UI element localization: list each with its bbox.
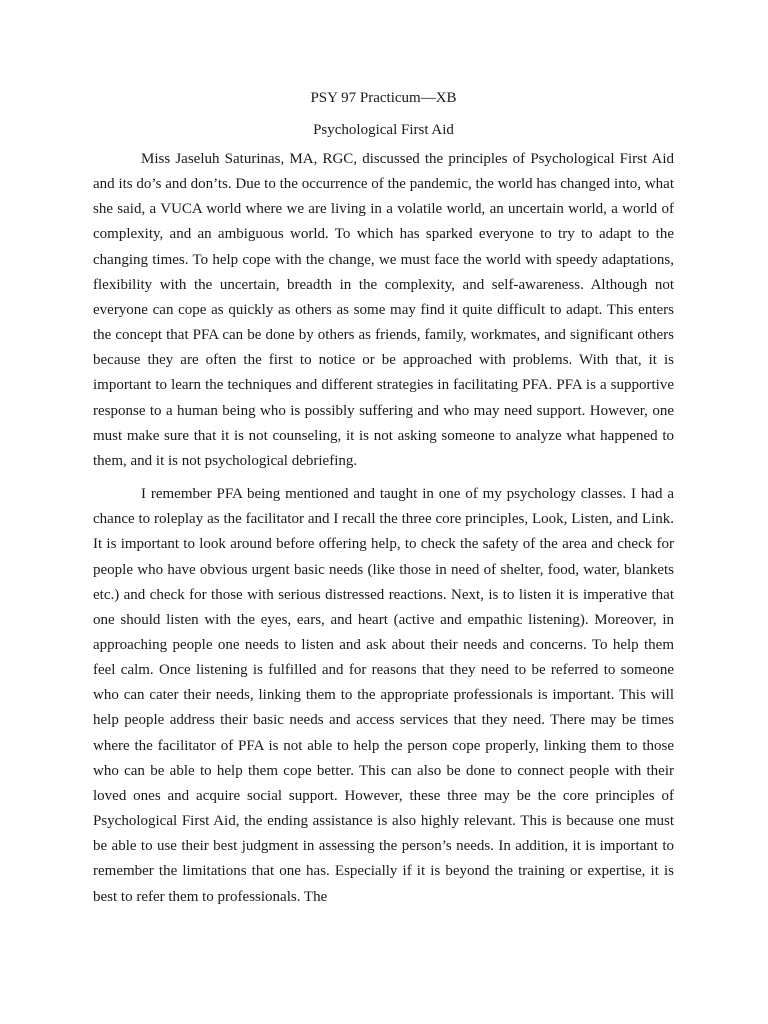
document-body	[93, 86, 674, 918]
document-title: PSY 97 Practicum—XB	[310, 90, 457, 106]
paragraph-1: Miss Jaseluh Saturinas, MA, RGC, discussed the principles of Psychological First Aid and its do’s and don’ts. Due to the occurrence of the pandemic, the world has changed into, what she said, a VUCA world where we are living in a volatile world, an uncertain world, a world of complexity, and an ambiguous world. To which has sparked everyone to try to adapt to the changing times. To help cope with the change, we must face the world with speedy adaptations, flexibility with the uncertain, breadth in the complexity, and self-awareness. Although not everyone can cope as quickly as others as some may find it quite difficult to adapt. This enters the concept that PFA can be done by others as friends, family, workmates, and significant others because they are often the first to notice or be approached with problems. With that, it is important to learn the techniques and different strategies in facilitating PFA. PFA is a supportive response to a human being who is possibly suffering and who may need support. However, one must make sure that it is not counseling, it is not asking someone to analyze what happened to them, and it is not psychological debriefing.	[93, 151, 674, 469]
paragraph-2: I remember PFA being mentioned and taught in one of my psychology classes. I had a chance to roleplay as the facilitator and I recall the three core principles, Look, Listen, and Link. It is important to look around before offering help, to check the safety of the area and check for people who have obvious urgent basic needs (like those in need of shelter, food, water, blankets etc.) and check for those with serious distressed reactions. Next, is to listen it is imperative that one should listen with the eyes, ears, and heart (active and empathic listening). Moreover, in approaching people one needs to listen and ask about their needs and concerns. To help them feel calm. Once listening is fulfilled and for reasons that they need to be referred to someone who can cater their needs, linking them to the appropriate professionals is important. This will help people address their basic needs and access services that they need. There may be times where the facilitator of PFA is not able to help the person cope properly, linking them to those who can be able to help them cope better. This can also be done to connect people with their loved ones and acquire social support. However, these three may be the core principles of Psychological First Aid, the ending assistance is also highly relevant. This is because one must be able to use their best judgment in assessing the person’s needs. In addition, it is important to remember the limitations that one has. Especially if it is beyond the training or expertise, it is best to refer them to professionals. The	[93, 486, 674, 905]
document-subtitle: Psychological First Aid	[313, 122, 454, 138]
